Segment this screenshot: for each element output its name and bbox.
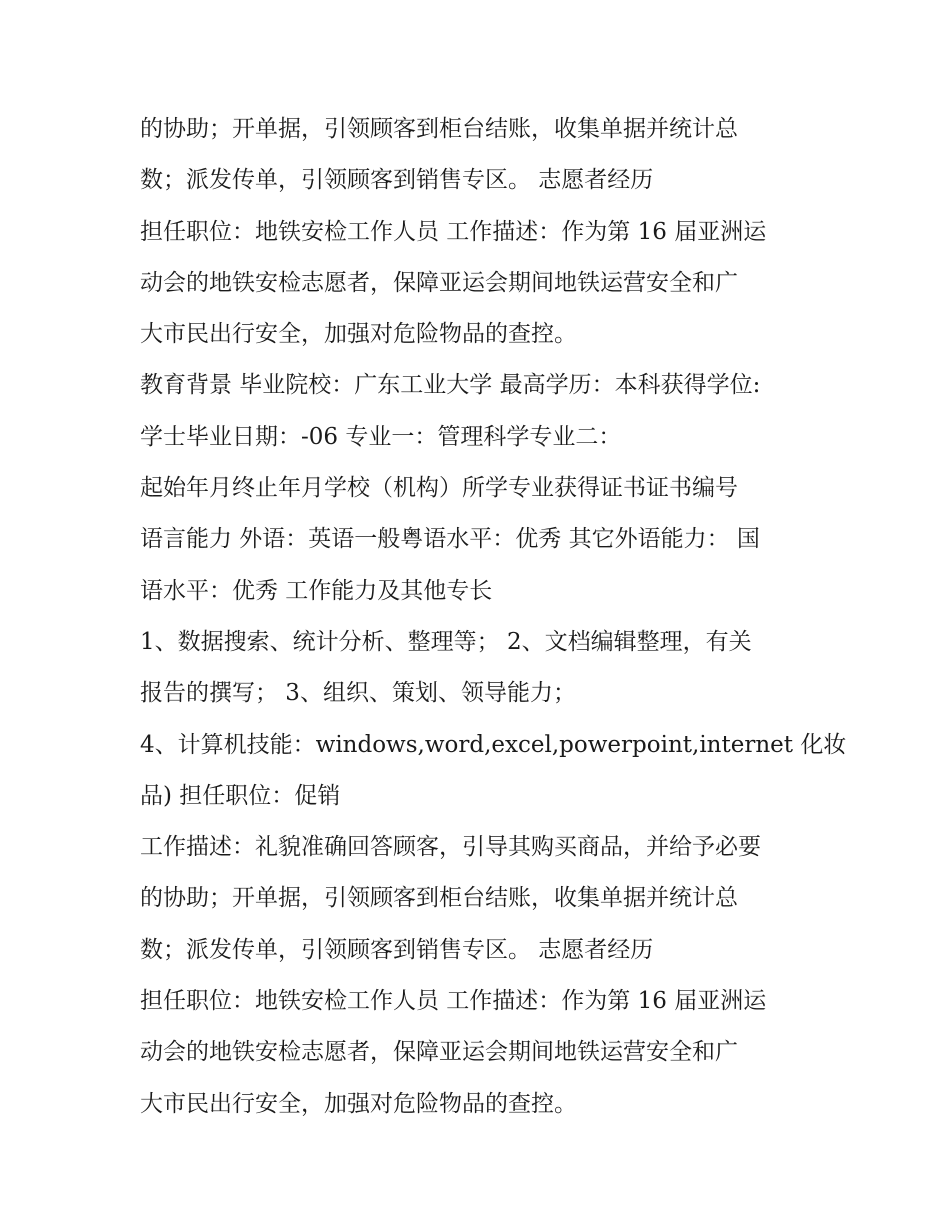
text-line: 数；派发传单，引领顾客到销售专区。 志愿者经历 <box>140 167 654 194</box>
text-line: 大市民出行安全，加强对危险物品的查控。 <box>140 321 577 348</box>
text-line: 4、计算机技能：windows,word,excel,powerpoint,internet 化妆 <box>140 731 847 758</box>
text-line: 的协助；开单据，引领顾客到柜台结账，收集单据并统计总 <box>140 885 738 912</box>
text-line: 担任职位：地铁安检工作人员 工作描述：作为第 16 届亚洲运 <box>140 988 767 1015</box>
text-line: 起始年月终止年月学校（机构）所学专业获得证书证书编号 <box>140 475 738 502</box>
text-line: 动会的地铁安检志愿者，保障亚运会期间地铁运营安全和广 <box>140 1039 738 1066</box>
text-line: 品) 担任职位：促销 <box>140 782 341 809</box>
text-line: 工作描述：礼貌准确回答顾客，引导其购买商品，并给予必要 <box>140 834 761 861</box>
text-line: 动会的地铁安检志愿者，保障亚运会期间地铁运营安全和广 <box>140 269 738 296</box>
text-line: 报告的撰写； 3、组织、策划、领导能力； <box>140 680 576 707</box>
text-line: 1、数据搜索、统计分析、整理等； 2、文档编辑整理，有关 <box>140 628 752 655</box>
text-line: 大市民出行安全，加强对危险物品的查控。 <box>140 1090 577 1117</box>
text-line: 的协助；开单据，引领顾客到柜台结账，收集单据并统计总 <box>140 116 738 142</box>
document-body <box>140 104 847 1130</box>
text-line: 语言能力 外语：英语一般粤语水平：优秀 其它外语能力： 国 <box>140 526 760 553</box>
text-line: 教育背景 毕业院校：广东工业大学 最高学历：本科获得学位: <box>140 372 761 399</box>
text-line: 数；派发传单，引领顾客到销售专区。 志愿者经历 <box>140 936 654 963</box>
text-line: 学士毕业日期：-06 专业一：管理科学专业二： <box>140 423 622 450</box>
text-line: 语水平：优秀 工作能力及其他专长 <box>140 577 493 604</box>
text-line: 担任职位：地铁安检工作人员 工作描述：作为第 16 届亚洲运 <box>140 218 767 245</box>
